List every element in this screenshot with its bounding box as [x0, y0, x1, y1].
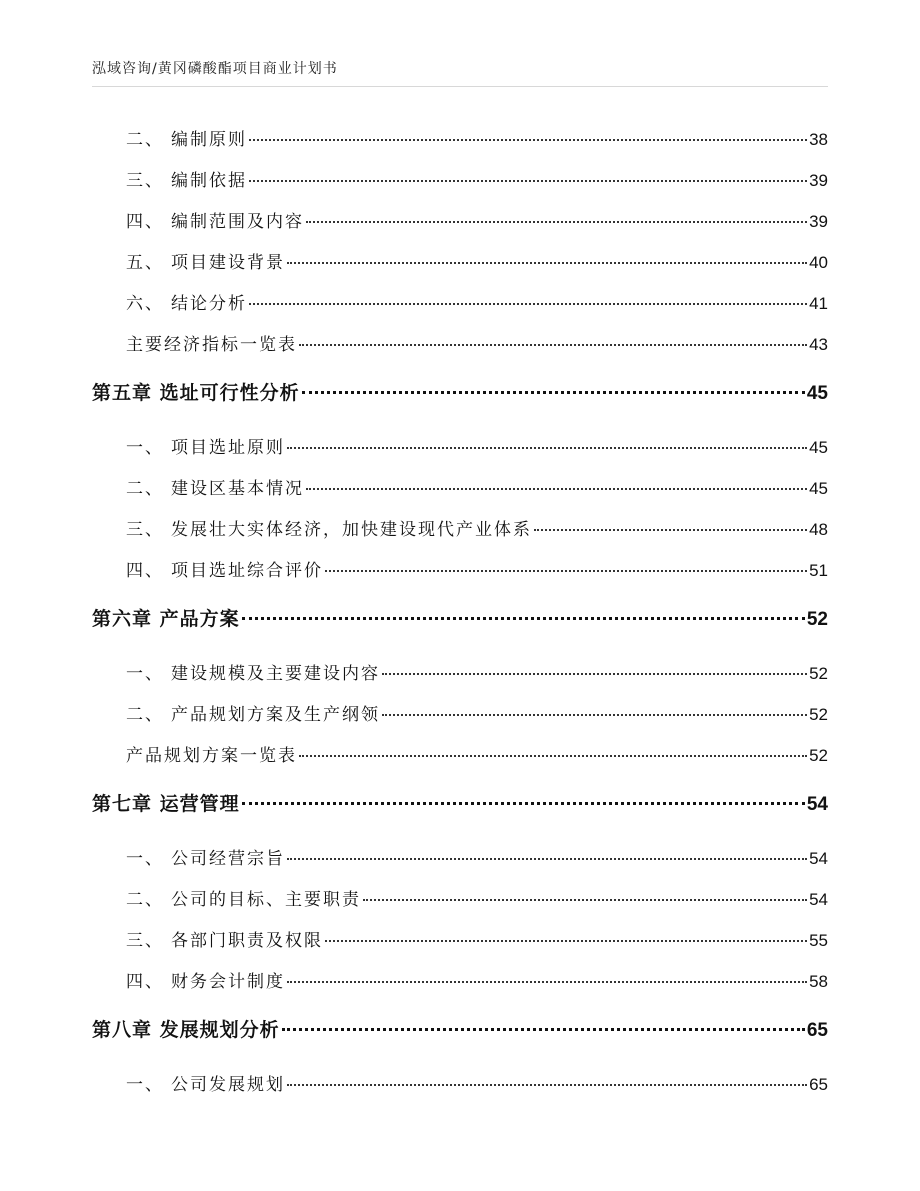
- toc-entry-title: 产品规划方案及生产纲领: [171, 705, 380, 725]
- toc-entry-title: 项目选址原则: [171, 438, 285, 458]
- toc-section-entry[interactable]: [126, 207, 828, 232]
- toc-entry-number: 四、: [126, 972, 164, 992]
- toc-entry-title: 编制原则: [171, 130, 247, 150]
- toc-entry-title: 编制依据: [171, 171, 247, 191]
- toc-section-entry[interactable]: [126, 556, 828, 581]
- toc-dot-leader: [306, 487, 807, 490]
- toc-entry-number: 一、: [126, 438, 164, 458]
- toc-entry-title: 产品规划方案一览表: [126, 746, 297, 766]
- toc-section-entry[interactable]: [126, 515, 828, 540]
- toc-dot-leader: [382, 672, 807, 675]
- toc-page-number: 52: [806, 609, 828, 630]
- toc-dot-leader: [287, 1083, 807, 1086]
- toc-page-number: 39: [809, 171, 828, 190]
- toc-section-entry[interactable]: [126, 741, 828, 766]
- toc-page-number: 54: [809, 849, 828, 868]
- toc-page-number: 54: [806, 794, 828, 815]
- toc-dot-leader: [287, 261, 807, 264]
- toc-dot-leader: [306, 220, 807, 223]
- toc-dot-leader: [363, 898, 807, 901]
- toc-entry-number: 三、: [126, 931, 164, 951]
- toc-entry-title: 第五章 选址可行性分析: [92, 382, 300, 404]
- toc-entry-number: 四、: [126, 212, 164, 232]
- toc-entry-number: 三、: [126, 520, 164, 540]
- toc-entry-title: 第七章 运营管理: [92, 793, 240, 815]
- toc-dot-leader: [242, 801, 805, 805]
- toc-entry-number: 四、: [126, 561, 164, 581]
- toc-page-number: 58: [809, 972, 828, 991]
- header-divider: [92, 86, 828, 87]
- toc-section-entry[interactable]: [126, 885, 828, 910]
- toc-entry-title: 公司的目标、主要职责: [171, 890, 361, 910]
- toc-entry-title: 公司经营宗旨: [171, 849, 285, 869]
- toc-section-entry[interactable]: [126, 289, 828, 314]
- toc-entry-title: 主要经济指标一览表: [126, 335, 297, 355]
- toc-page-number: 48: [809, 520, 828, 539]
- toc-entry-number: 二、: [126, 479, 164, 499]
- toc-entry-number: 二、: [126, 890, 164, 910]
- toc-entry-number: 二、: [126, 705, 164, 725]
- toc-section-entry[interactable]: [126, 433, 828, 458]
- toc-entry-title: 结论分析: [171, 294, 247, 314]
- toc-page-number: 45: [809, 438, 828, 457]
- toc-dot-leader: [299, 343, 807, 346]
- toc-section-entry[interactable]: [126, 125, 828, 150]
- toc-chapter-entry[interactable]: [92, 604, 828, 631]
- toc-entry-title: 编制范围及内容: [171, 212, 304, 232]
- toc-entry-title: 项目选址综合评价: [171, 561, 323, 581]
- toc-section-entry[interactable]: [126, 700, 828, 725]
- toc-entry-number: 一、: [126, 1075, 164, 1095]
- toc-dot-leader: [287, 857, 807, 860]
- toc-dot-leader: [534, 528, 807, 531]
- toc-dot-leader: [287, 980, 807, 983]
- toc-page-number: 54: [809, 890, 828, 909]
- toc-dot-leader: [299, 754, 807, 757]
- toc-dot-leader: [282, 1027, 805, 1031]
- toc-dot-leader: [249, 138, 807, 141]
- toc-entry-number: 二、: [126, 130, 164, 150]
- toc-entry-number: 五、: [126, 253, 164, 273]
- toc-dot-leader: [382, 713, 807, 716]
- toc-dot-leader: [242, 616, 805, 620]
- toc-chapter-entry[interactable]: [92, 789, 828, 816]
- toc-page-number: 65: [806, 1020, 828, 1041]
- toc-section-entry[interactable]: [126, 166, 828, 191]
- toc-entry-title: 发展壮大实体经济，加快建设现代产业体系: [171, 520, 532, 540]
- toc-dot-leader: [325, 939, 807, 942]
- toc-entry-title: 项目建设背景: [171, 253, 285, 273]
- toc-page-number: 39: [809, 212, 828, 231]
- toc-section-entry[interactable]: [126, 1070, 828, 1095]
- toc-dot-leader: [325, 569, 807, 572]
- toc-section-entry[interactable]: [126, 926, 828, 951]
- toc-dot-leader: [249, 302, 807, 305]
- toc-page-number: 65: [809, 1075, 828, 1094]
- toc-entry-number: 一、: [126, 664, 164, 684]
- toc-page-number: 41: [809, 294, 828, 313]
- toc-page-number: 45: [809, 479, 828, 498]
- toc-entry-title: 第八章 发展规划分析: [92, 1019, 280, 1041]
- toc-page-number: 43: [809, 335, 828, 354]
- toc-entry-number: 六、: [126, 294, 164, 314]
- toc-page-number: 52: [809, 705, 828, 724]
- toc-page-number: 38: [809, 130, 828, 149]
- toc-entry-title: 各部门职责及权限: [171, 931, 323, 951]
- toc-chapter-entry[interactable]: [92, 378, 828, 405]
- toc-dot-leader: [287, 446, 807, 449]
- toc-entry-title: 财务会计制度: [171, 972, 285, 992]
- toc-page-number: 45: [806, 383, 828, 404]
- toc-entry-title: 建设区基本情况: [171, 479, 304, 499]
- toc-section-entry[interactable]: [126, 844, 828, 869]
- toc-page-number: 55: [809, 931, 828, 950]
- toc-section-entry[interactable]: [126, 967, 828, 992]
- toc-page-number: 40: [809, 253, 828, 272]
- toc-section-entry[interactable]: [126, 659, 828, 684]
- toc-page-number: 52: [809, 664, 828, 683]
- toc-section-entry[interactable]: [126, 248, 828, 273]
- toc-dot-leader: [249, 179, 807, 182]
- toc-entry-number: 一、: [126, 849, 164, 869]
- toc-entry-title: 建设规模及主要建设内容: [171, 664, 380, 684]
- toc-dot-leader: [302, 390, 805, 394]
- toc-entry-title: 公司发展规划: [171, 1075, 285, 1095]
- toc-page-number: 51: [809, 561, 828, 580]
- page-header: 泓域咨询/黄冈磷酸酯项目商业计划书: [92, 61, 338, 77]
- toc-page-number: 52: [809, 746, 828, 765]
- toc-entry-number: 三、: [126, 171, 164, 191]
- toc-section-entry[interactable]: [126, 474, 828, 499]
- toc-section-entry[interactable]: [126, 330, 828, 355]
- toc-entry-title: 第六章 产品方案: [92, 608, 240, 630]
- toc-chapter-entry[interactable]: [92, 1015, 828, 1042]
